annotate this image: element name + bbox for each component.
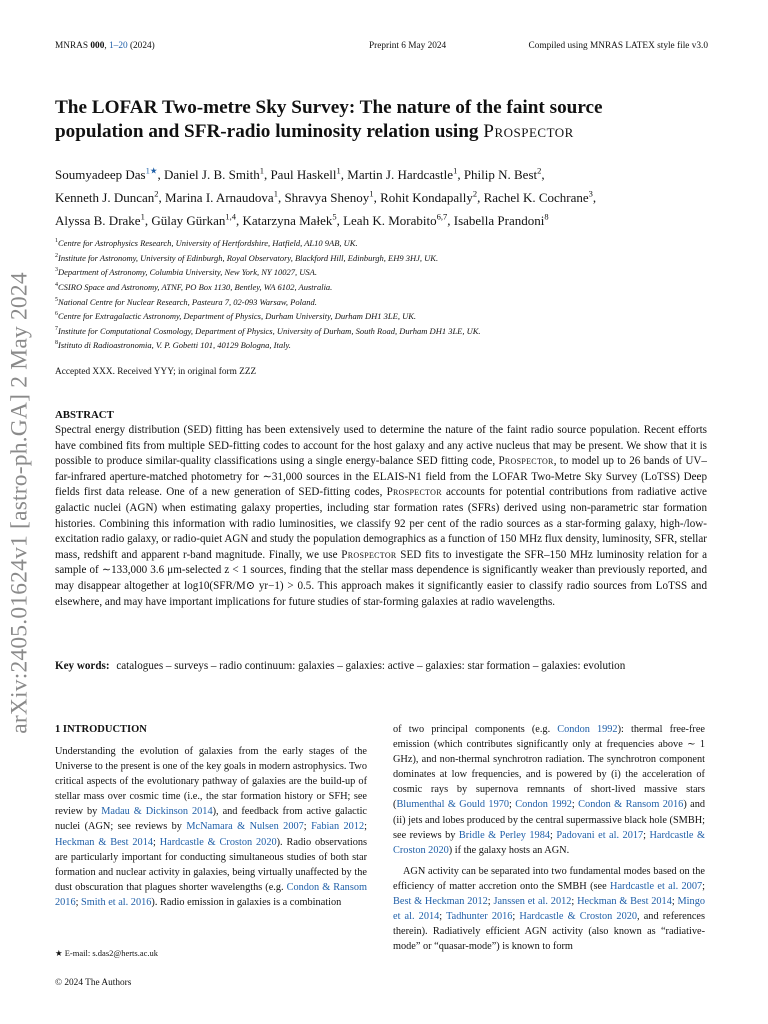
keywords-text: catalogues – surveys – radio continuum: galaxies – galaxies: active – galaxies: star formation – galaxies: evolution	[116, 660, 626, 672]
author: Kenneth J. Duncan$^2$,	[55, 188, 166, 206]
paper-title	[55, 96, 705, 144]
affiliation: $^7$Institute for Computational Cosmology, Department of Physics, University of Durham, South Road, Durham DH1 3LE, UK.	[55, 325, 481, 336]
citation-link[interactable]: Condon 1992	[515, 799, 572, 811]
citation-link[interactable]: Condon 1992	[557, 724, 618, 735]
citation-link[interactable]: Mingo et al. 2014	[393, 896, 705, 923]
citation-link[interactable]: McNamara & Nulsen 2007	[186, 821, 304, 833]
citation-link[interactable]: Madau & Dickinson 2014	[101, 806, 213, 818]
paragraph: Understanding the evolution of galaxies from the early stages of the Universe to the present is one of the key goals in modern astrophysics. Two critical aspects of the evolutionary pathway of galaxies are the build-up of stellar mass over cosmic time (i.e., the star formation history or SFH; see review by Madau & Dickinson 2014), and feedback from active galactic nuclei (AGN; see reviews by McNamara & Nulsen 2007; Fabian 2012; Heckman & Best 2014; Hardcastle & Croston 2020). Radio observations are particularly important for conducting simultaneous studies of both star formation and nuclear activity in galaxies, being virtually unaffected by the dust obscuration that plagues shorter wavelengths (e.g. Condon & Ransom 2016; Smith et al. 2016). Radio emission in galaxies is a combination	[55, 746, 368, 908]
keywords	[55, 660, 715, 672]
author: Daniel J. B. Smith$^1$,	[164, 166, 271, 183]
affiliation: $^8$Istituto di Radioastronomia, V. P. Gobetti 101, 40129 Bologna, Italy.	[55, 340, 291, 351]
author: Marina I. Arnaudova$^1$,	[165, 188, 285, 206]
author: Philip N. Best$^2$,	[463, 166, 545, 183]
title-line-2: population and SFR-radio luminosity relation using Prospector	[55, 121, 574, 142]
citation-link[interactable]: Hardcastle & Croston 2020	[519, 911, 638, 923]
header-compiled: Compiled using MNRAS LATEX style file v3.0	[528, 41, 708, 51]
citation-link[interactable]: Condon & Ransom 2016	[578, 799, 684, 811]
author-list	[55, 162, 715, 230]
author: Gülay Gürkan$^{1,4}$,	[151, 211, 243, 228]
citation-link[interactable]: Hardcastle & Croston 2020	[393, 829, 705, 856]
citation-link[interactable]: Hardcastle & Croston 2020	[159, 836, 277, 848]
affiliation: $^3$Department of Astronomy, Columbia University, New York, NY 10027, USA.	[55, 267, 317, 278]
citation-link[interactable]: Best & Heckman 2012	[393, 896, 488, 908]
affiliation: $^1$Centre for Astrophysics Research, University of Hertfordshire, Hatfield, AL10 9AB, UK.	[55, 237, 358, 248]
author: Isabella Prandoni$^8$	[453, 211, 549, 228]
author: Paul Haskell$^1$,	[270, 166, 348, 183]
abstract-text: Spectral energy distribution (SED) fitting has been extensively used to determine the nature of the faint radio source population. Recent efforts have combined fits from multiple SED-fitting codes to account for the host galaxy and any active nucleus that may be present. We show that it is possible to produce similar-quality classifications using a single energy-balance SED fitting code, Prospector, to model up to 26 bands of UV–far-infrared aperture-matched photometry for ∼31,000 sources in the ELAIS-N1 field from the LOFAR Two-Metre Sky Survey (LoTSS) Deep fields first data release. One of a new generation of SED-fitting codes, Prospector accounts for potential contributions from radiative active galactic nuclei (AGN) when estimating galaxy properties, including star formation rates (SFRs) derived using non-parametric star formation histories. Combining this information with radio luminosities, we classify 92 per cent of the radio sources as a star-forming galaxy, high-/low-excitation radio galaxy, or radio-quiet AGN and study the population demographics as a function of 150 MHz flux density, luminosity, SFR, stellar mass, redshift and apparent r-band magnitude. Finally, we use Prospector SED fits to investigate the SFR–150 MHz luminosity relation for a sample of ∼133,000 3.6 μm-selected z < 1 sources, finding that the stellar mass dependence is significantly weaker than previously reported, and may disappear altogether at log10(SFR/M⊙ yr−1) > 0.5. This approach makes it significantly easier to classify radio sources from LoTSS and elsewhere, and may have important implications for future studies of star-forming galaxies at radio wavelengths.	[55, 424, 707, 608]
affiliation: $^5$National Centre for Nuclear Research, Pasteura 7, 02-093 Warsaw, Poland.	[55, 296, 317, 307]
footnote-email: ★ E-mail: s.das2@herts.ac.uk	[55, 948, 159, 958]
section-heading: 1 INTRODUCTION	[55, 724, 147, 735]
author: Rachel K. Cochrane$^3$,	[483, 188, 597, 206]
arxiv-stamp-text: arXiv:2405.01624v1 [astro-ph.GA] 2 May 2024	[6, 272, 33, 734]
citation-link[interactable]: Smith et al. 2016	[81, 896, 152, 908]
copyright: © 2024 The Authors	[55, 978, 132, 988]
paragraph: AGN activity can be separated into two fundamental modes based on the efficiency of matter accretion onto the SMBH (see Hardcastle et al. 2007; Best & Heckman 2012; Janssen et al. 2012; Heckman & Best 2014; Mingo et al. 2014; Tadhunter 2016; Hardcastle & Croston 2020, and references therein). Radiatively efficient AGN activity (also known as “radiative-mode” or “quasar-mode”) is known to form	[393, 865, 706, 953]
citation-link[interactable]: Padovani et al. 2017	[556, 829, 644, 841]
affiliation: $^6$Centre for Extragalactic Astronomy, Department of Physics, Durham University, Durham DH1 3LE, UK.	[55, 310, 417, 321]
citation-link[interactable]: Heckman & Best 2014	[577, 896, 672, 908]
affiliation-list	[55, 235, 695, 352]
code-name: Prospector	[386, 486, 442, 499]
running-header	[55, 41, 708, 55]
citation-link[interactable]: Janssen et al. 2012	[493, 896, 572, 908]
arxiv-stamp	[0, 0, 40, 1024]
author: Martin J. Hardcastle$^1$,	[347, 166, 464, 183]
author: Shravya Shenoy$^1$,	[284, 188, 381, 206]
affiliation: $^4$CSIRO Space and Astronomy, ATNF, PO Box 1130, Bentley, WA 6102, Australia.	[55, 281, 333, 292]
author: Rohit Kondapally$^2$,	[380, 188, 484, 206]
author: Katarzyna Małek$^5$,	[242, 211, 344, 228]
author: Alyssa B. Drake$^1$,	[55, 211, 152, 228]
code-name: Prospector	[498, 455, 554, 468]
citation-link[interactable]: Blumenthal & Gould 1970	[396, 799, 510, 811]
citation-link[interactable]: Condon & Ransom 2016	[55, 881, 367, 908]
header-preprint: Preprint 6 May 2024	[369, 41, 447, 51]
keywords-label: Key words:	[55, 660, 110, 672]
paragraph: of two principal components (e.g. Condon 1992): thermal free-free emission (which contributes significantly only at frequencies above ∼ 1 GHz), and non-thermal synchrotron radiation. The synchrotron component dominates at low frequencies, and is powered by (i) the acceleration of cosmic rays by supernova remnants of short-lived massive stars (Blumenthal & Gould 1970; Condon 1992; Condon & Ransom 2016) and (ii) jets and lobes produced by the central supermassive black hole (SMBH; see reviews by Bridle & Perley 1984; Padovani et al. 2017; Hardcastle & Croston 2020) if the galaxy hosts an AGN.	[393, 724, 706, 856]
header-journal: MNRAS 000, 1–20 (2024)	[55, 41, 155, 51]
intro-right-column	[393, 722, 705, 954]
header-pages-link[interactable]: 1–20	[109, 41, 128, 51]
citation-link[interactable]: Fabian 2012	[311, 821, 365, 833]
citation-link[interactable]: Bridle & Perley 1984	[458, 829, 550, 841]
accepted-line: Accepted XXX. Received YYY; in original form ZZZ	[55, 367, 257, 377]
author: Soumyadeep Das$^{1★}$,	[55, 166, 164, 183]
author: Leah K. Morabito$^{6,7}$,	[343, 211, 454, 228]
abstract-heading: ABSTRACT	[55, 409, 114, 421]
author-affiliation-link[interactable]: 1★	[145, 166, 158, 176]
citation-link[interactable]: Tadhunter 2016	[446, 911, 513, 923]
code-name: Prospector	[341, 548, 397, 561]
affiliation: $^2$Institute for Astronomy, University of Edinburgh, Royal Observatory, Blackford Hill, Edinburgh, EH9 3HJ, UK.	[55, 252, 439, 263]
citation-link[interactable]: Hardcastle et al. 2007	[610, 880, 703, 892]
title-code-name: Prospector	[483, 121, 574, 142]
intro-left-column	[55, 744, 367, 910]
citation-link[interactable]: Heckman & Best 2014	[55, 836, 153, 848]
title-line-1: The LOFAR Two-metre Sky Survey: The nature of the faint source	[55, 97, 603, 118]
